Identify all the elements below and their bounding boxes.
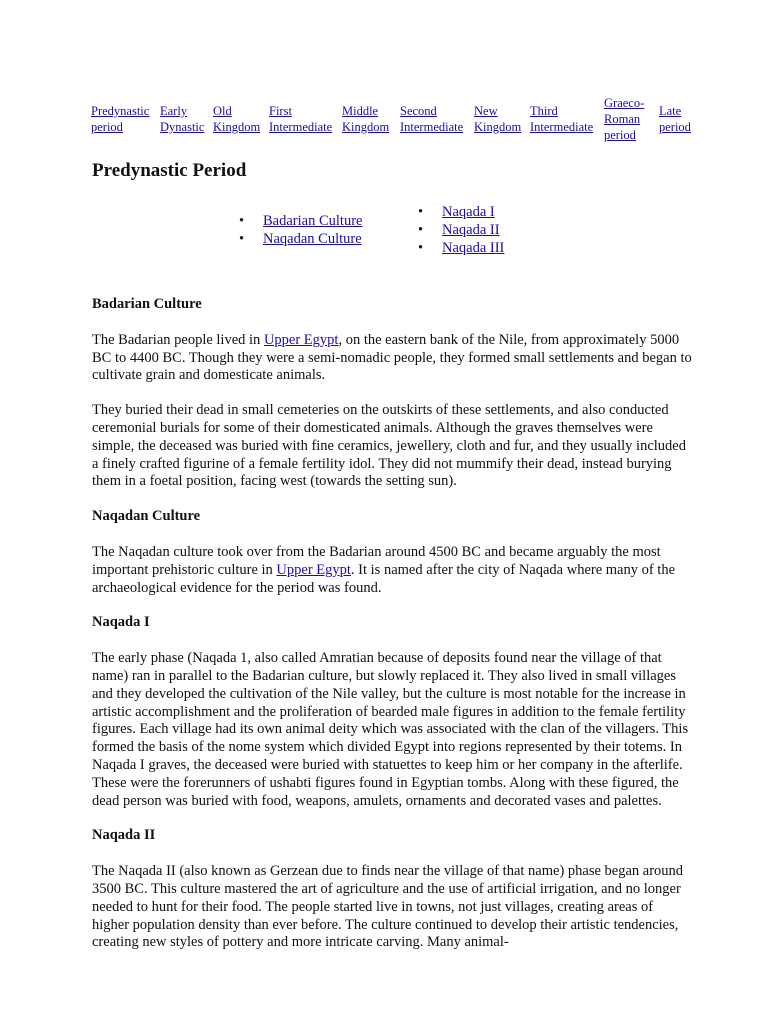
section-heading-badarian: Badarian Culture xyxy=(92,296,202,312)
paragraph xyxy=(92,332,692,385)
toc-link-badarian[interactable]: Badarian Culture xyxy=(263,213,363,229)
toc-link-naqada-2[interactable]: Naqada II xyxy=(442,222,500,238)
paragraph xyxy=(92,544,692,597)
paragraph-text: The Badarian people lived in xyxy=(92,331,264,348)
toc-link-naqada-1[interactable]: Naqada I xyxy=(442,204,495,220)
paragraph: The early phase (Naqada 1, also called Amratian because of deposits found near the village of that name) ran in parallel to the Badarian culture, but slowly replaced it. They also lived in small villages and they developed the cultivation of the Nile valley, but the culture is most notable for the increase in artistic accomplishment and the proliferation of bearded male figures in addition to the female fertility figures. Each village had its own animal deity which was associated with the clan of the villagers. This formed the basis of the nome system which divided Egypt into regions represented by their totems. In Naqada I graves, the deceased were buried with statuettes to keep him or her company in the afterlife. These were the forerunners of ushabti figures found in Egyptian tombs. Along with these figured, the dead person was buried with food, weapons, amulets, ornaments and decorated vases and palettes. xyxy=(92,650,689,809)
paragraph: The Naqada II (also known as Gerzean due to finds near the village of that name) phase began around 3500 BC. This culture mastered the art of agriculture and the use of artificial irrigation, and no longer needed to hunt for their food. The people started live in towns, not just villages, creating areas of higher population density than ever before. The culture continued to develop their artistic tendencies, creating new styles of pottery and more intricate carving. Many animal- xyxy=(92,863,684,951)
toc-phases xyxy=(418,203,504,257)
paragraph-text: The Naqadan culture took over from the Badarian around 4500 BC and became arguably the most important prehistoric culture in xyxy=(92,543,661,578)
nav-link-second-intermediate[interactable]: Second Intermediate xyxy=(400,104,464,134)
page-title: Predynastic Period xyxy=(92,160,247,181)
toc-link-naqada-3[interactable]: Naqada III xyxy=(442,240,505,256)
nav-link-predynastic[interactable]: Predynastic period xyxy=(91,104,150,134)
toc-item xyxy=(239,230,362,248)
nav-link-early-dynastic[interactable]: Early Dynastic xyxy=(160,104,205,134)
toc-item xyxy=(418,239,504,257)
upper-egypt-link[interactable]: Upper Egypt xyxy=(276,561,351,578)
section-heading-naqada-1: Naqada I xyxy=(92,614,150,631)
toc-cultures xyxy=(239,212,362,248)
paragraph-text: . It is named after the city of Naqada where many of the archaeological evidence for the period was found. xyxy=(92,561,676,596)
paragraph: They buried their dead in small cemeteries on the outskirts of these settlements, and also conducted ceremonial burials for some of their domesticated animals. Although the graves themselves were simple, the deceased was buried with fine ceramics, jewellery, cloth and fur, and they usually included a finely crafted figurine of a female fertility idol. They did not mummify their dead, instead burying them in a foetal position, facing west (towards the setting sun). xyxy=(92,402,686,490)
nav-link-graeco-roman[interactable]: Graeco- Roman period xyxy=(604,96,645,142)
toc-item xyxy=(418,203,504,221)
toc-link-naqadan[interactable]: Naqadan Culture xyxy=(263,231,362,247)
nav-link-late-period[interactable]: Late period xyxy=(659,104,691,134)
toc-item xyxy=(418,221,504,239)
nav-link-old-kingdom[interactable]: Old Kingdom xyxy=(213,104,261,134)
upper-egypt-link[interactable]: Upper Egypt xyxy=(263,331,339,348)
article-body xyxy=(92,296,692,969)
toc-item xyxy=(239,212,362,230)
section-heading-naqada-2: Naqada II xyxy=(92,827,156,844)
nav-link-middle-kingdom[interactable]: Middle Kingdom xyxy=(342,104,390,134)
nav-link-new-kingdom[interactable]: New Kingdom xyxy=(474,104,522,134)
nav-link-first-intermediate[interactable]: First Intermediate xyxy=(269,104,333,134)
paragraph-text: , on the eastern bank of the Nile, from approximately 5000 BC to 4400 BC. Though they were a semi-nomadic people, they formed small settlements and began to cultivate grain and domesticate animals. xyxy=(92,331,692,384)
section-heading-naqadan: Naqadan Culture xyxy=(92,508,201,525)
nav-link-third-intermediate[interactable]: Third Intermediate xyxy=(530,104,594,134)
